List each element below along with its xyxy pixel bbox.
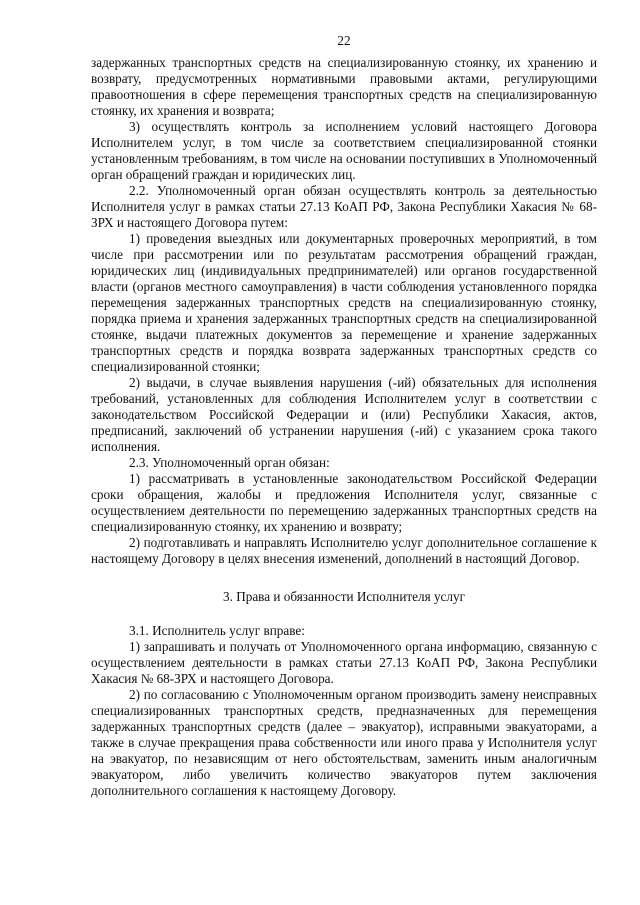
paragraph: 3.1. Исполнитель услуг вправе: xyxy=(129,623,305,638)
paragraph: 1) рассматривать в установленные законодательством Российской Федерации сроки обращения, жалобы и предложения Исполнителя услуг, связанные с осуществлением деятельности по перемещению задержанных транспортных средств на специализированную стоянку, их хранению и возврату; xyxy=(91,471,597,534)
page-number: 22 xyxy=(337,33,351,48)
paragraph: 2.3. Уполномоченный орган обязан: xyxy=(129,455,330,470)
body-after-heading xyxy=(91,623,597,799)
body-before-heading xyxy=(91,55,597,567)
paragraph: задержанных транспортных средств на специализированную стоянку, их хранению и возврату, предусмотренных нормативными правовыми актами, регулирующими правоотношения в сфере перемещения транспортных средств на специализированную стоянку, их хранения и возврата; xyxy=(91,55,597,118)
paragraph: 1) проведения выездных или документарных проверочных мероприятий, в том числе при рассмотрении или по результатам рассмотрения обращений граждан, юридических лиц (индивидуальных предпринимателей) или органов государственной власти (органов местного самоуправления) в части соблюдения установленного порядка перемещения задержанных транспортных средств на специализированную стоянку, порядка приема и хранения задержанных транспортных средств на специализированной стоянке, выдачи платежных документов за перемещение и хранение задержанных транспортных средств и порядка возврата задержанных транспортных средств со специализированной стоянки; xyxy=(91,231,597,374)
section-heading: 3. Права и обязанности Исполнителя услуг xyxy=(223,589,465,604)
paragraph: 2.2. Уполномоченный орган обязан осуществлять контроль за деятельностью Исполнителя услуг в рамках статьи 27.13 КоАП РФ, Закона Республики Хакасия № 68-ЗРХ и настоящего Договора путем: xyxy=(91,183,597,230)
paragraph: 3) осуществлять контроль за исполнением условий настоящего Договора Исполнителем услуг, в том числе за соответствием специализированной стоянки установленным требованиям, в том числе на основании поступивших в Уполномоченный орган обращений граждан и юридических лиц. xyxy=(91,119,597,182)
paragraph: 2) выдачи, в случае выявления нарушения (-ий) обязательных для исполнения требований, установленных для соблюдения Исполнителем услуг в соответствии с законодательством Российской Федерации и (или) Республики Хакасия, актов, предписаний, заключений об устранении нарушения (-ий) с указанием срока такого исполнения. xyxy=(91,375,597,454)
paragraph: 1) запрашивать и получать от Уполномоченного органа информацию, связанную с осуществлением деятельности в рамках статьи 27.13 КоАП РФ, Закона Республики Хакасия № 68-ЗРХ и настоящего Договора. xyxy=(91,639,597,686)
document-page xyxy=(91,33,597,799)
paragraph: 2) подготавливать и направлять Исполнителю услуг дополнительное соглашение к настоящему Договору в целях внесения изменений, дополнений в настоящий Договор. xyxy=(91,535,597,566)
paragraph: 2) по согласованию с Уполномоченным органом производить замену неисправных специализированных транспортных средств, предназначенных для перемещения задержанных транспортных средств (далее – эвакуатор), исправными эвакуаторами, а также в случае прекращения права собственности или иного права у Исполнителя услуг на эвакуатор, по независящим от него обстоятельствам, заменить иным аналогичным эвакуатором, либо увеличить количество эвакуаторов путем заключения дополнительного соглашения к настоящему Договору. xyxy=(91,687,597,798)
